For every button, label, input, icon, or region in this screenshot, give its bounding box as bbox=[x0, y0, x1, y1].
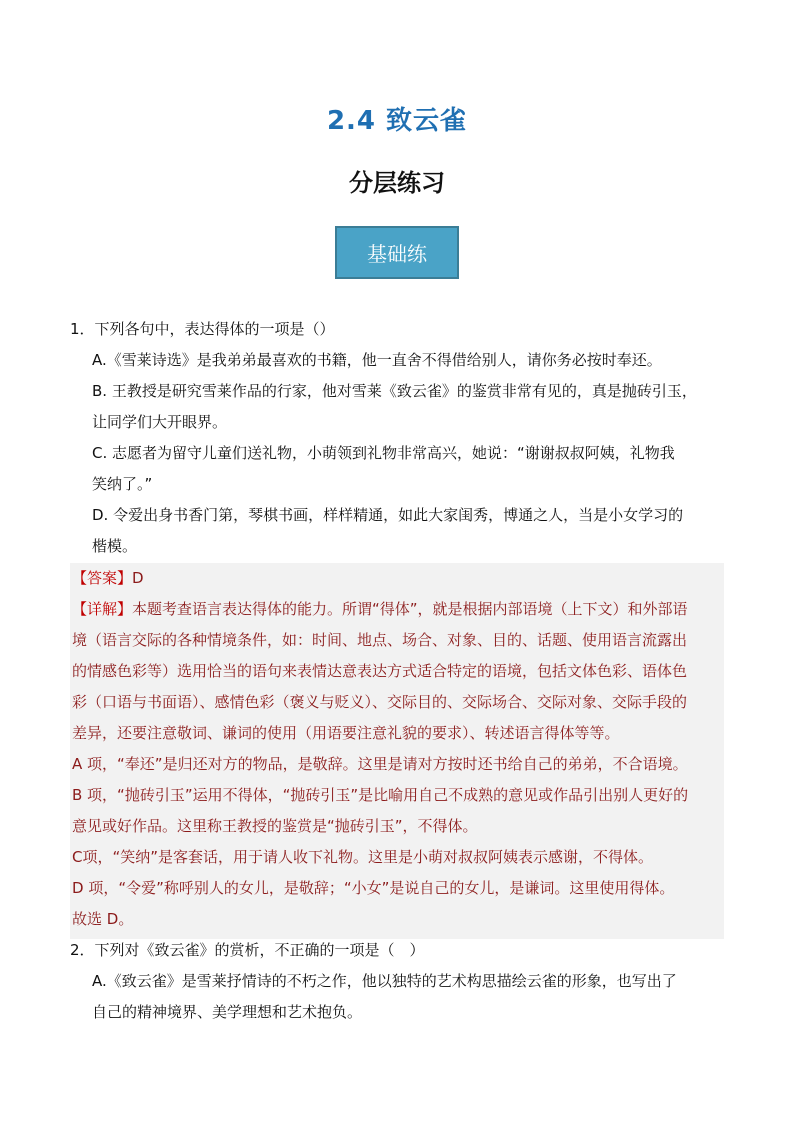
option-d-line1: D. 令爱出身书香门第，琴棋书画，样样精通，如此大家闺秀，博通之人，当是小女学习的 bbox=[92, 506, 684, 524]
option-c-line2: 笑纳了。” bbox=[92, 475, 153, 493]
answer-line bbox=[70, 563, 724, 594]
page-subtitle: 分层练习 bbox=[349, 169, 445, 197]
detail-item-d: D 项，“令爱”称呼别人的女儿，是敬辞；“小女”是说自己的女儿，是谦词。这里使用得体。 bbox=[72, 879, 675, 897]
page-title: 2.4 致云雀 bbox=[326, 106, 468, 136]
detail-label: 【详解】 bbox=[72, 600, 133, 618]
detail-item-c: C项，“笑纳”是客套话，用于请人收下礼物。这里是小萌对叔叔阿姨表示感谢，不得体。 bbox=[72, 848, 654, 866]
question-1 bbox=[70, 314, 730, 562]
detail-item-b-line2: 意见或好作品。这里称王教授的鉴赏是“抛砖引玉”，不得体。 bbox=[72, 817, 478, 835]
detail-line-4: 彩（口语与书面语）、感情色彩（褒义与贬义）、交际目的、交际场合、交际对象、交际手段的 bbox=[72, 693, 688, 711]
option-b-line2: 让同学们大开眼界。 bbox=[92, 413, 228, 431]
answer-block bbox=[70, 563, 724, 939]
detail-item-b-line1: B 项，“抛砖引玉”运用不得体，“抛砖引玉”是比喻用自己不成熟的意见或作品引出别人更好的 bbox=[72, 786, 689, 804]
detail-conclusion: 故选 D。 bbox=[72, 910, 134, 928]
option-a: A.《雪莱诗选》是我弟弟最喜欢的书籍，他一直舍不得借给别人，请你务必按时奉还。 bbox=[92, 351, 662, 369]
detail-line-2: 境（语言交际的各种情境条件，如：时间、地点、场合、对象、目的、话题、使用语言流露出 bbox=[72, 631, 688, 649]
option-d-line2: 楷模。 bbox=[92, 537, 138, 555]
detail-item-a: A 项，“奉还”是归还对方的物品，是敬辞。这里是请对方按时还书给自己的弟弟，不合语境。 bbox=[72, 755, 688, 773]
q2-option-a-line2: 自己的精神境界、美学理想和艺术抱负。 bbox=[92, 1003, 363, 1021]
answer-label: 【答案】 bbox=[72, 569, 133, 587]
q2-option-a-line1: A.《致云雀》是雪莱抒情诗的不朽之作，他以独特的艺术构思描绘云雀的形象，也写出了 bbox=[92, 972, 677, 990]
question-2-stem: 2．下列对《致云雀》的赏析，不正确的一项是（ ） bbox=[70, 941, 425, 959]
question-2 bbox=[70, 935, 730, 1028]
answer-value: D bbox=[132, 569, 144, 587]
option-b-line1: B. 王教授是研究雪莱作品的行家，他对雪莱《致云雀》的鉴赏非常有见的，真是抛砖引玉， bbox=[92, 382, 697, 400]
level-badge: 基础练 bbox=[335, 226, 459, 279]
question-1-stem: 1．下列各句中，表达得体的一项是（） bbox=[70, 320, 335, 338]
detail-line-1: 【详解】本题考查语言表达得体的能力。所谓“得体”，就是根据内部语境（上下文）和外部语 bbox=[72, 600, 688, 618]
detail-line-3: 的情感色彩等）选用恰当的语句来表情达意表达方式适合特定的语境，包括文体色彩、语体色 bbox=[72, 662, 688, 680]
option-c-line1: C. 志愿者为留守儿童们送礼物，小萌领到礼物非常高兴，她说：“谢谢叔叔阿姨，礼物我 bbox=[92, 444, 675, 462]
detail-line-5: 差异，还要注意敬词、谦词的使用（用语要注意礼貌的要求）、转述语言得体等等。 bbox=[72, 724, 620, 742]
